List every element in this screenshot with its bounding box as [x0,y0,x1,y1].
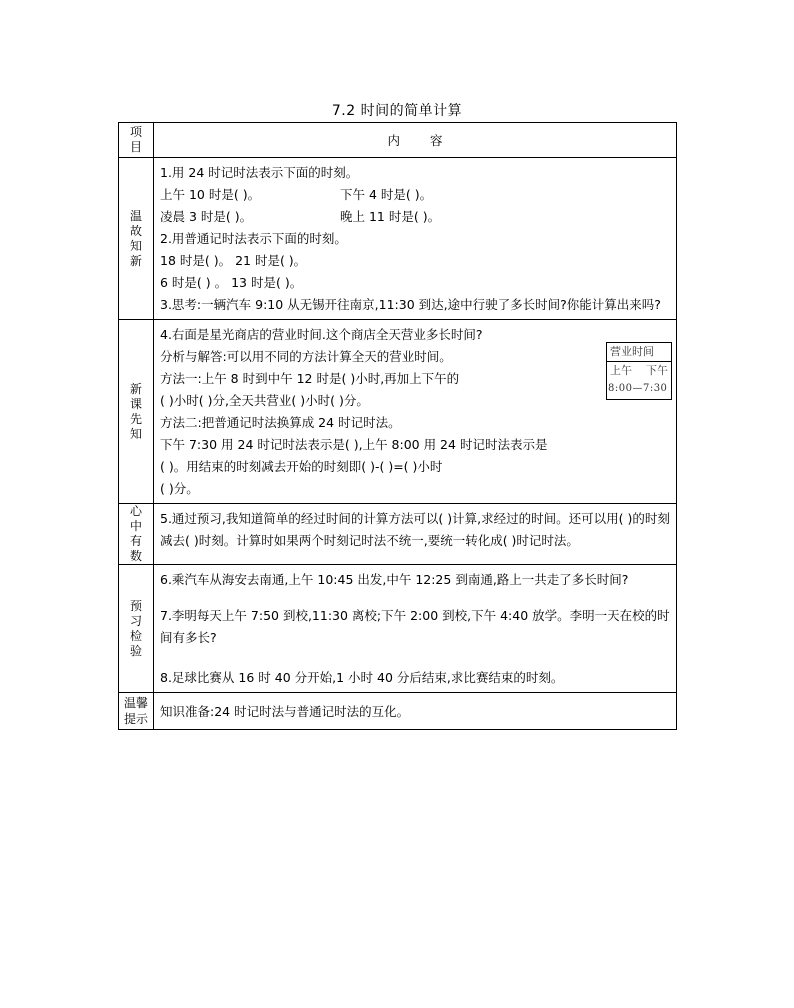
method-2-subtract: ( )。用结束的时刻减去开始的时刻即( )-( )=( )小时 [160,459,443,474]
q2-a: 18 时是( )。 21 时是( )。 [160,253,307,268]
section-check [119,565,677,693]
method-2-line: 方法二:把普通记时法换算成 24 时记时法。 [160,415,401,430]
section-summary [119,504,677,565]
question-4: 4.右面是星光商店的营业时间.这个商店全天营业多长时间? [160,327,483,342]
header-row [119,123,677,158]
q1-a: 上午 10 时是( )。 [160,187,261,202]
section-label-review: 温故知新 [119,158,154,320]
question-3: 3.思考:一辆汽车 9:10 从无锡开往南京,11:30 到达,途中行驶了多长时间?你能计算出来吗? [160,297,661,312]
question-6: 6.乘汽车从海安去南通,上午 10:45 出发,中午 12:25 到南通,路上一共走了多长时间? [160,572,629,587]
am-label: 上午 [610,364,632,377]
section-label-preview: 新课先知 [119,320,154,504]
business-hours-time: 8:00—7:30 [608,383,668,394]
q1-c: 凌晨 3 时是( )。 [160,209,253,224]
business-hours-title: 营业时间 [607,343,671,362]
analysis-line: 分析与解答:可以用不同的方法计算全天的营业时间。 [160,349,452,364]
header-main: 内容 [154,123,677,158]
q1-b: 下午 4 时是( )。 [340,187,433,202]
section-label-tip: 温馨提示 [119,693,154,730]
method-1-answer: ( )小时( )分,全天共营业( )小时( )分。 [160,393,369,408]
question-7: 7.李明每天上午 7:50 到校,11:30 离校;下午 2:00 到校,下午 4:40 放学。李明一天在校的时间有多长? [160,608,670,645]
page-title: 7.2 时间的简单计算 [331,103,463,119]
method-2-minutes: ( )分。 [160,481,199,496]
header-side: 项目 [119,123,154,158]
q2-b: 6 时是( ) 。 13 时是( )。 [160,275,303,290]
method-2-convert: 下午 7:30 用 24 时记时法表示是( ),上午 8:00 用 24 时记时法表示是 [160,437,548,452]
section-review [119,158,677,320]
question-1: 1.用 24 时记时法表示下面的时刻。 [160,165,359,180]
section-label-summary: 心中有数 [119,504,154,565]
section-preview [119,320,677,504]
question-8: 8.足球比赛从 16 时 40 分开始,1 小时 40 分后结束,求比赛结束的时刻。 [160,670,564,685]
tip-text: 知识准备:24 时记时法与普通记时法的互化。 [160,703,410,719]
worksheet-table [118,122,677,730]
section-tip [119,693,677,730]
q1-d: 晚上 11 时是( )。 [340,209,441,224]
business-hours-sign [606,342,672,400]
question-2: 2.用普通记时法表示下面的时刻。 [160,231,347,246]
question-5: 5.通过预习,我知道简单的经过时间的计算方法可以( )计算,求经过的时间。还可以用( )的时刻减去( )时刻。计算时如果两个时刻记时法不统一,要统一转化成( )时记时法。 [160,511,670,548]
section-label-check: 预习检验 [119,565,154,693]
method-1-line: 方法一:上午 8 时到中午 12 时是( )小时,再加上下午的 [160,371,460,386]
pm-label: 下午 [646,364,668,377]
